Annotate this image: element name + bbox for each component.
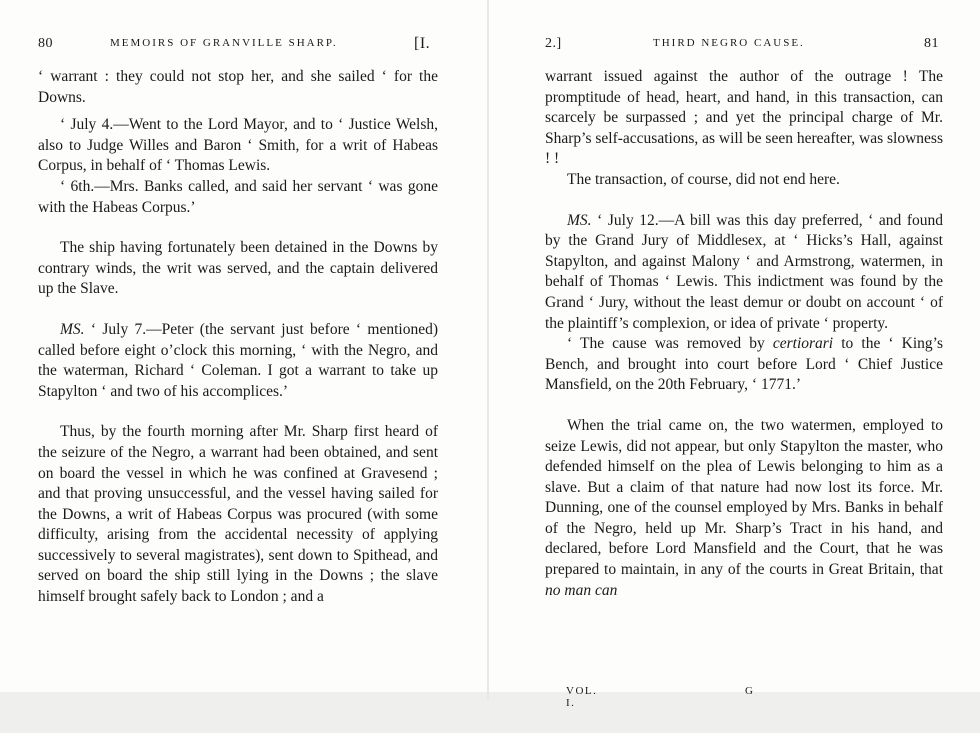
ms-entry-text: ‘ July 12.—A bill was this day preferred, ‘ and found by the Grand Jury of Middlesex, at ‘ Hicks’s Hall, against Stapylton, and against Malony ‘ and Armstrong, watermen, in behalf of Thomas ‘ Lewis. This indictment was found by the Grand ‘ Jury, without the least demur or doubt on account ‘ of the plaintiff’s complexion, or idea of private ‘ property. bbox=[545, 211, 943, 332]
left-page-body bbox=[38, 67, 438, 608]
right-section-mark: 2.] bbox=[545, 36, 562, 51]
right-running-title: THIRD NEGRO CAUSE. bbox=[653, 37, 805, 49]
certiorari-word: certiorari bbox=[772, 335, 834, 353]
left-section-mark: [I. bbox=[414, 35, 431, 52]
ms-label: MS. bbox=[60, 320, 85, 338]
left-paragraph-1: ‘ warrant : they could not stop her, and she sailed ‘ for the Downs. bbox=[38, 68, 438, 106]
right-paragraph-3 bbox=[545, 211, 943, 335]
right-page-number: 81 bbox=[924, 36, 939, 51]
left-paragraph-5 bbox=[38, 320, 438, 402]
right-paragraph-5 bbox=[545, 416, 943, 601]
left-running-head bbox=[38, 36, 438, 56]
right-paragraph-4 bbox=[545, 334, 943, 396]
right-paragraph-1: warrant issued against the author of the outrage ! The promptitude of head, heart, and hand, in this transaction, can scarcely be surpassed ; and yet the principal charge of Mr. Sharp’s self-accusations, as will be seen hereafter, was slowness ! ! bbox=[545, 68, 943, 168]
left-page bbox=[38, 0, 438, 700]
ms-entry-text: ‘ July 7.—Peter (the servant just before ‘ mentioned) called before eight o’clock this morning, ‘ with the Negro, and the waterman, Richard ‘ Coleman. I got a warrant to take up Stapylton ‘ and two of his accomplices.’ bbox=[38, 320, 439, 400]
certiorari-rest: to the ‘ King’s Bench, and brought into court before Lord ‘ Chief Justice Mansfield, on the 20th February, ‘ 1771.’ bbox=[545, 335, 944, 394]
left-paragraph-6: Thus, by the fourth morning after Mr. Sharp first heard of the seizure of the Negro, a warrant had been obtained, and sent on board the vessel in which he was confined at Gravesend ; and that proving unsuccessful, and the vessel having sailed for the Downs, a writ of Habeas Corpus was procured (with some difficulty, arising from the accidental necessity of applying successively to several magistrates), sent down to Spithead, and served on board the ship still lying in the Downs ; the slave himself brought safely back to London ; and a bbox=[38, 423, 438, 606]
book-gutter bbox=[487, 0, 489, 700]
footer-volume: VOL. I. bbox=[566, 685, 598, 709]
right-page-body bbox=[545, 67, 943, 601]
left-page-number: 80 bbox=[38, 36, 53, 51]
right-paragraph-2: The transaction, of course, did not end here. bbox=[567, 170, 840, 188]
certiorari-lead: ‘ The cause was removed by bbox=[567, 335, 765, 353]
ms-label: MS. bbox=[567, 211, 592, 229]
left-running-title: MEMOIRS OF GRANVILLE SHARP. bbox=[110, 37, 338, 49]
footer-signature: G bbox=[745, 685, 755, 697]
right-running-head bbox=[545, 36, 943, 56]
left-paragraph-4: The ship having fortunately been detained in the Downs by contrary winds, the writ was served, and the captain delivered up the Slave. bbox=[38, 239, 438, 298]
left-paragraph-2: ‘ July 4.—Went to the Lord Mayor, and to ‘ Justice Welsh, also to Judge Willes and Baron ‘ Smith, for a writ of Habeas Corpus, in behalf of ‘ Thomas Lewis. bbox=[38, 116, 438, 175]
left-paragraph-3: ‘ 6th.—Mrs. Banks called, and said her servant ‘ was gone with the Habeas Corpus.’ bbox=[38, 177, 438, 216]
right-page bbox=[545, 0, 944, 709]
trial-italic: no man can bbox=[545, 581, 618, 599]
trial-text: When the trial came on, the two watermen, employed to seize Lewis, did not appear, but only Stapylton the master, who defended himself on the plea of Lewis belonging to him as a slave. But a claim of that nature had now lost its force. Mr. Dunning, one of the counsel employed by Mrs. Banks in behalf of the Negro, held up Mr. Sharp’s Tract in his hand, and declared, before Lord Mansfield and the Court, that he was prepared to maintain, in any of the courts in Great Britain, that bbox=[545, 416, 943, 579]
